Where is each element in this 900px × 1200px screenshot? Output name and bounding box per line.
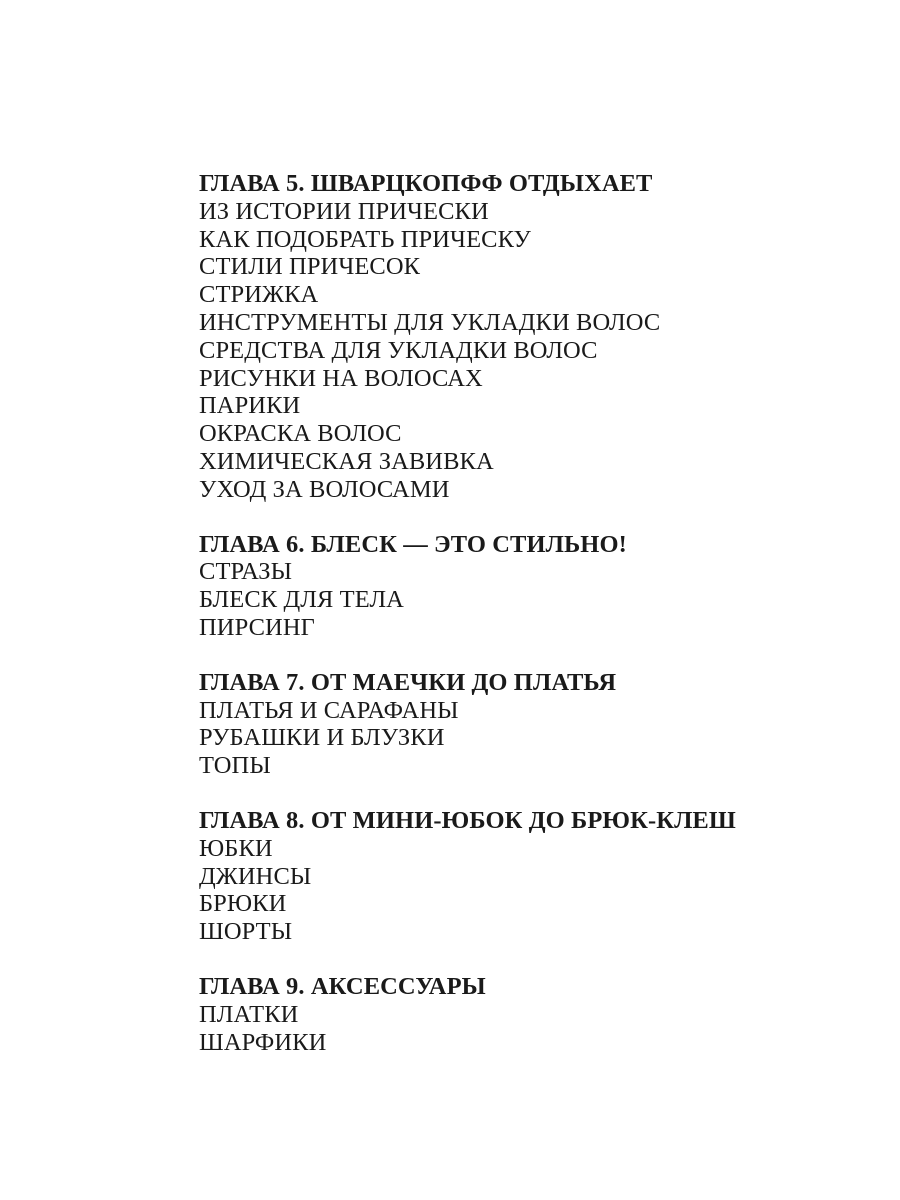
chapter-7 <box>199 669 879 780</box>
topic-item: ПИРСИНГ <box>199 613 315 641</box>
topic-list <box>199 1001 879 1057</box>
chapter-5 <box>199 170 879 504</box>
topic-item: ДЖИНСЫ <box>199 862 312 890</box>
topic-list <box>199 558 879 641</box>
topic-item: СРЕДСТВА ДЛЯ УКЛАДКИ ВОЛОС <box>199 336 598 364</box>
topic-item: ПЛАТЬЯ И САРАФАНЫ <box>199 696 459 724</box>
topic-item: ОКРАСКА ВОЛОС <box>199 420 402 448</box>
topic-item: ИЗ ИСТОРИИ ПРИЧЕСКИ <box>199 197 489 225</box>
topic-item: ШОРТЫ <box>199 918 293 946</box>
topic-item: КАК ПОДОБРАТЬ ПРИЧЕСКУ <box>199 225 531 253</box>
chapter-title: ГЛАВА 6. БЛЕСК — ЭТО СТИЛЬНО! <box>199 530 627 558</box>
topic-item: ПАРИКИ <box>199 392 301 420</box>
topic-item: ЮБКИ <box>199 834 273 862</box>
topic-item: РУБАШКИ И БЛУЗКИ <box>199 724 445 752</box>
topic-list <box>199 835 879 946</box>
chapter-title: ГЛАВА 5. ШВАРЦКОПФФ ОТДЫХАЕТ <box>199 170 653 197</box>
topic-item: СТРИЖКА <box>199 281 319 309</box>
topic-list <box>199 697 879 780</box>
topic-item: БРЮКИ <box>199 890 287 918</box>
table-of-contents <box>199 170 879 1083</box>
topic-item: ХИМИЧЕСКАЯ ЗАВИВКА <box>199 447 494 475</box>
topic-list <box>199 198 879 504</box>
chapter-9 <box>199 973 879 1056</box>
chapter-title: ГЛАВА 9. АКСЕССУАРЫ <box>199 972 486 1000</box>
topic-item: СТИЛИ ПРИЧЕСОК <box>199 253 421 281</box>
topic-item: СТРАЗЫ <box>199 558 293 586</box>
chapter-title: ГЛАВА 7. ОТ МАЕЧКИ ДО ПЛАТЬЯ <box>199 668 617 696</box>
chapter-8 <box>199 807 879 946</box>
topic-item: УХОД ЗА ВОЛОСАМИ <box>199 475 450 503</box>
topic-item: РИСУНКИ НА ВОЛОСАХ <box>199 364 483 392</box>
topic-item: БЛЕСК ДЛЯ ТЕЛА <box>199 586 404 614</box>
topic-item: ИНСТРУМЕНТЫ ДЛЯ УКЛАДКИ ВОЛОС <box>199 308 661 336</box>
topic-item: ПЛАТКИ <box>199 1000 299 1028</box>
topic-item: ТОПЫ <box>199 752 271 780</box>
chapter-title: ГЛАВА 8. ОТ МИНИ-ЮБОК ДО БРЮК-КЛЕШ <box>199 806 736 834</box>
chapter-6 <box>199 531 879 642</box>
topic-item: ШАРФИКИ <box>199 1028 327 1056</box>
